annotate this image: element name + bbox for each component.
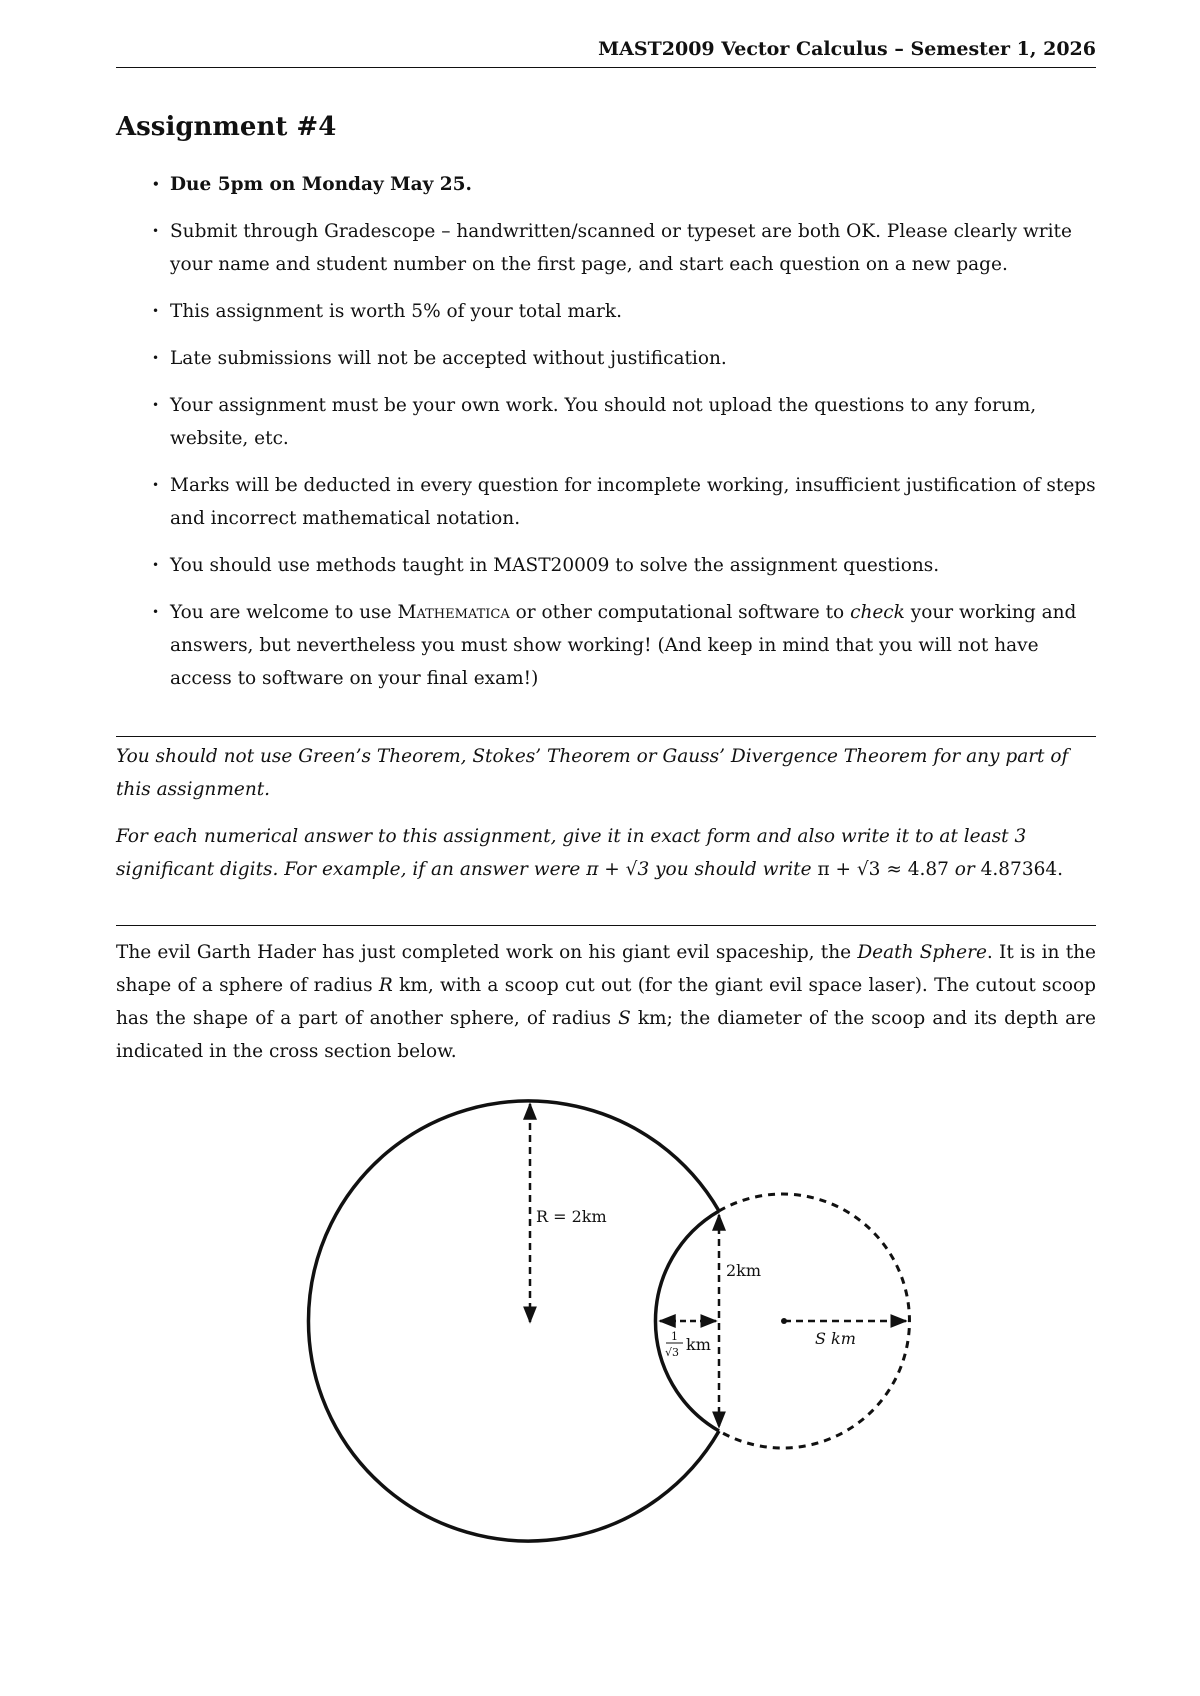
instruction-worth: • This assignment is worth 5% of your total mark. — [116, 295, 1096, 328]
instruction-software — [116, 596, 1096, 695]
depth-denominator: √3 — [665, 1346, 680, 1359]
problem-p2: . It is in the shape of a sphere of radius — [116, 942, 1097, 996]
section-rule-bottom — [116, 925, 1096, 926]
instruction-own-work: • Your assignment must be your own work. You should not upload the questions to any forum, website, etc. — [116, 389, 1096, 455]
radius-var-s: S — [618, 1008, 631, 1029]
numeric-note — [116, 820, 1096, 886]
instruction-marks: • Marks will be deducted in every question for incomplete working, insufficient justification of steps and incorrect mathematical notation. — [116, 469, 1096, 535]
instruction-methods: • You should use methods taught in MAST20009 to solve the assignment questions. — [116, 549, 1096, 582]
radius-r-label: R = 2km — [536, 1207, 607, 1226]
theorem-note: You should not use Green’s Theorem, Stokes’ Theorem or Gauss’ Divergence Theorem for any part of this assignment. — [116, 746, 1069, 800]
software-post: your working and answers, but nevertheless you must show working! (And keep in mind that you will not have access to software on your final exam!) — [170, 602, 1077, 689]
numeric-note-pre: For each numerical answer to this assignment, give it in exact form and also write it to at least 3 significant digits. For example, if an answer were — [116, 826, 1027, 880]
example-expression: π + √3 — [586, 859, 650, 880]
numeric-note-mid: you should write — [649, 859, 818, 880]
ship-name: Death Sphere — [857, 942, 987, 963]
instruction-submission: • Submit through Gradescope – handwritten/scanned or typeset are both OK. Please clearly write your name and student number on the first page, and start each question on a new page. — [116, 215, 1096, 281]
instructions-list — [116, 168, 1096, 709]
numeric-note-or: or — [948, 859, 981, 880]
chord-label: 2km — [726, 1261, 762, 1280]
radius-var-r: R — [378, 975, 393, 996]
problem-p4: km; the diameter of the scoop and its depth are indicated in the cross section below. — [116, 1008, 1096, 1062]
death-sphere-outline — [308, 1101, 719, 1541]
problem-p3: km, with a scoop cut out (for the giant evil space laser). The cutout scoop has the shape of a part of another sphere, of radius — [116, 975, 1097, 1029]
software-pre: You are welcome to use — [170, 602, 398, 623]
assignment-title: Assignment #4 — [116, 112, 337, 142]
software-emph: check — [850, 602, 905, 623]
software-name: Mathematica — [397, 602, 510, 623]
radius-s-label: S km — [815, 1329, 856, 1348]
example-value: 4.87364 — [980, 859, 1058, 880]
instruction-late: • Late submissions will not be accepted without justification. — [116, 342, 1096, 375]
header-rule — [116, 67, 1096, 68]
example-approx: π + √3 ≈ 4.87 — [817, 859, 949, 880]
depth-unit: km — [686, 1335, 711, 1354]
cross-section-diagram — [0, 1080, 1200, 1640]
depth-numerator: 1 — [671, 1330, 678, 1343]
page-header: MAST2009 Vector Calculus – Semester 1, 2026 — [598, 38, 1096, 60]
problem-statement — [116, 936, 1096, 1068]
section-rule-top — [116, 736, 1096, 737]
instruction-due-date: • Due 5pm on Monday May 25. — [116, 168, 1096, 201]
notes-section — [116, 740, 1096, 900]
software-mid: or other computational software to — [509, 602, 851, 623]
scoop-center-dot — [781, 1318, 787, 1324]
problem-p1: The evil Garth Hader has just completed work on his giant evil spaceship, the — [116, 942, 858, 963]
numeric-note-period: . — [1057, 859, 1064, 880]
